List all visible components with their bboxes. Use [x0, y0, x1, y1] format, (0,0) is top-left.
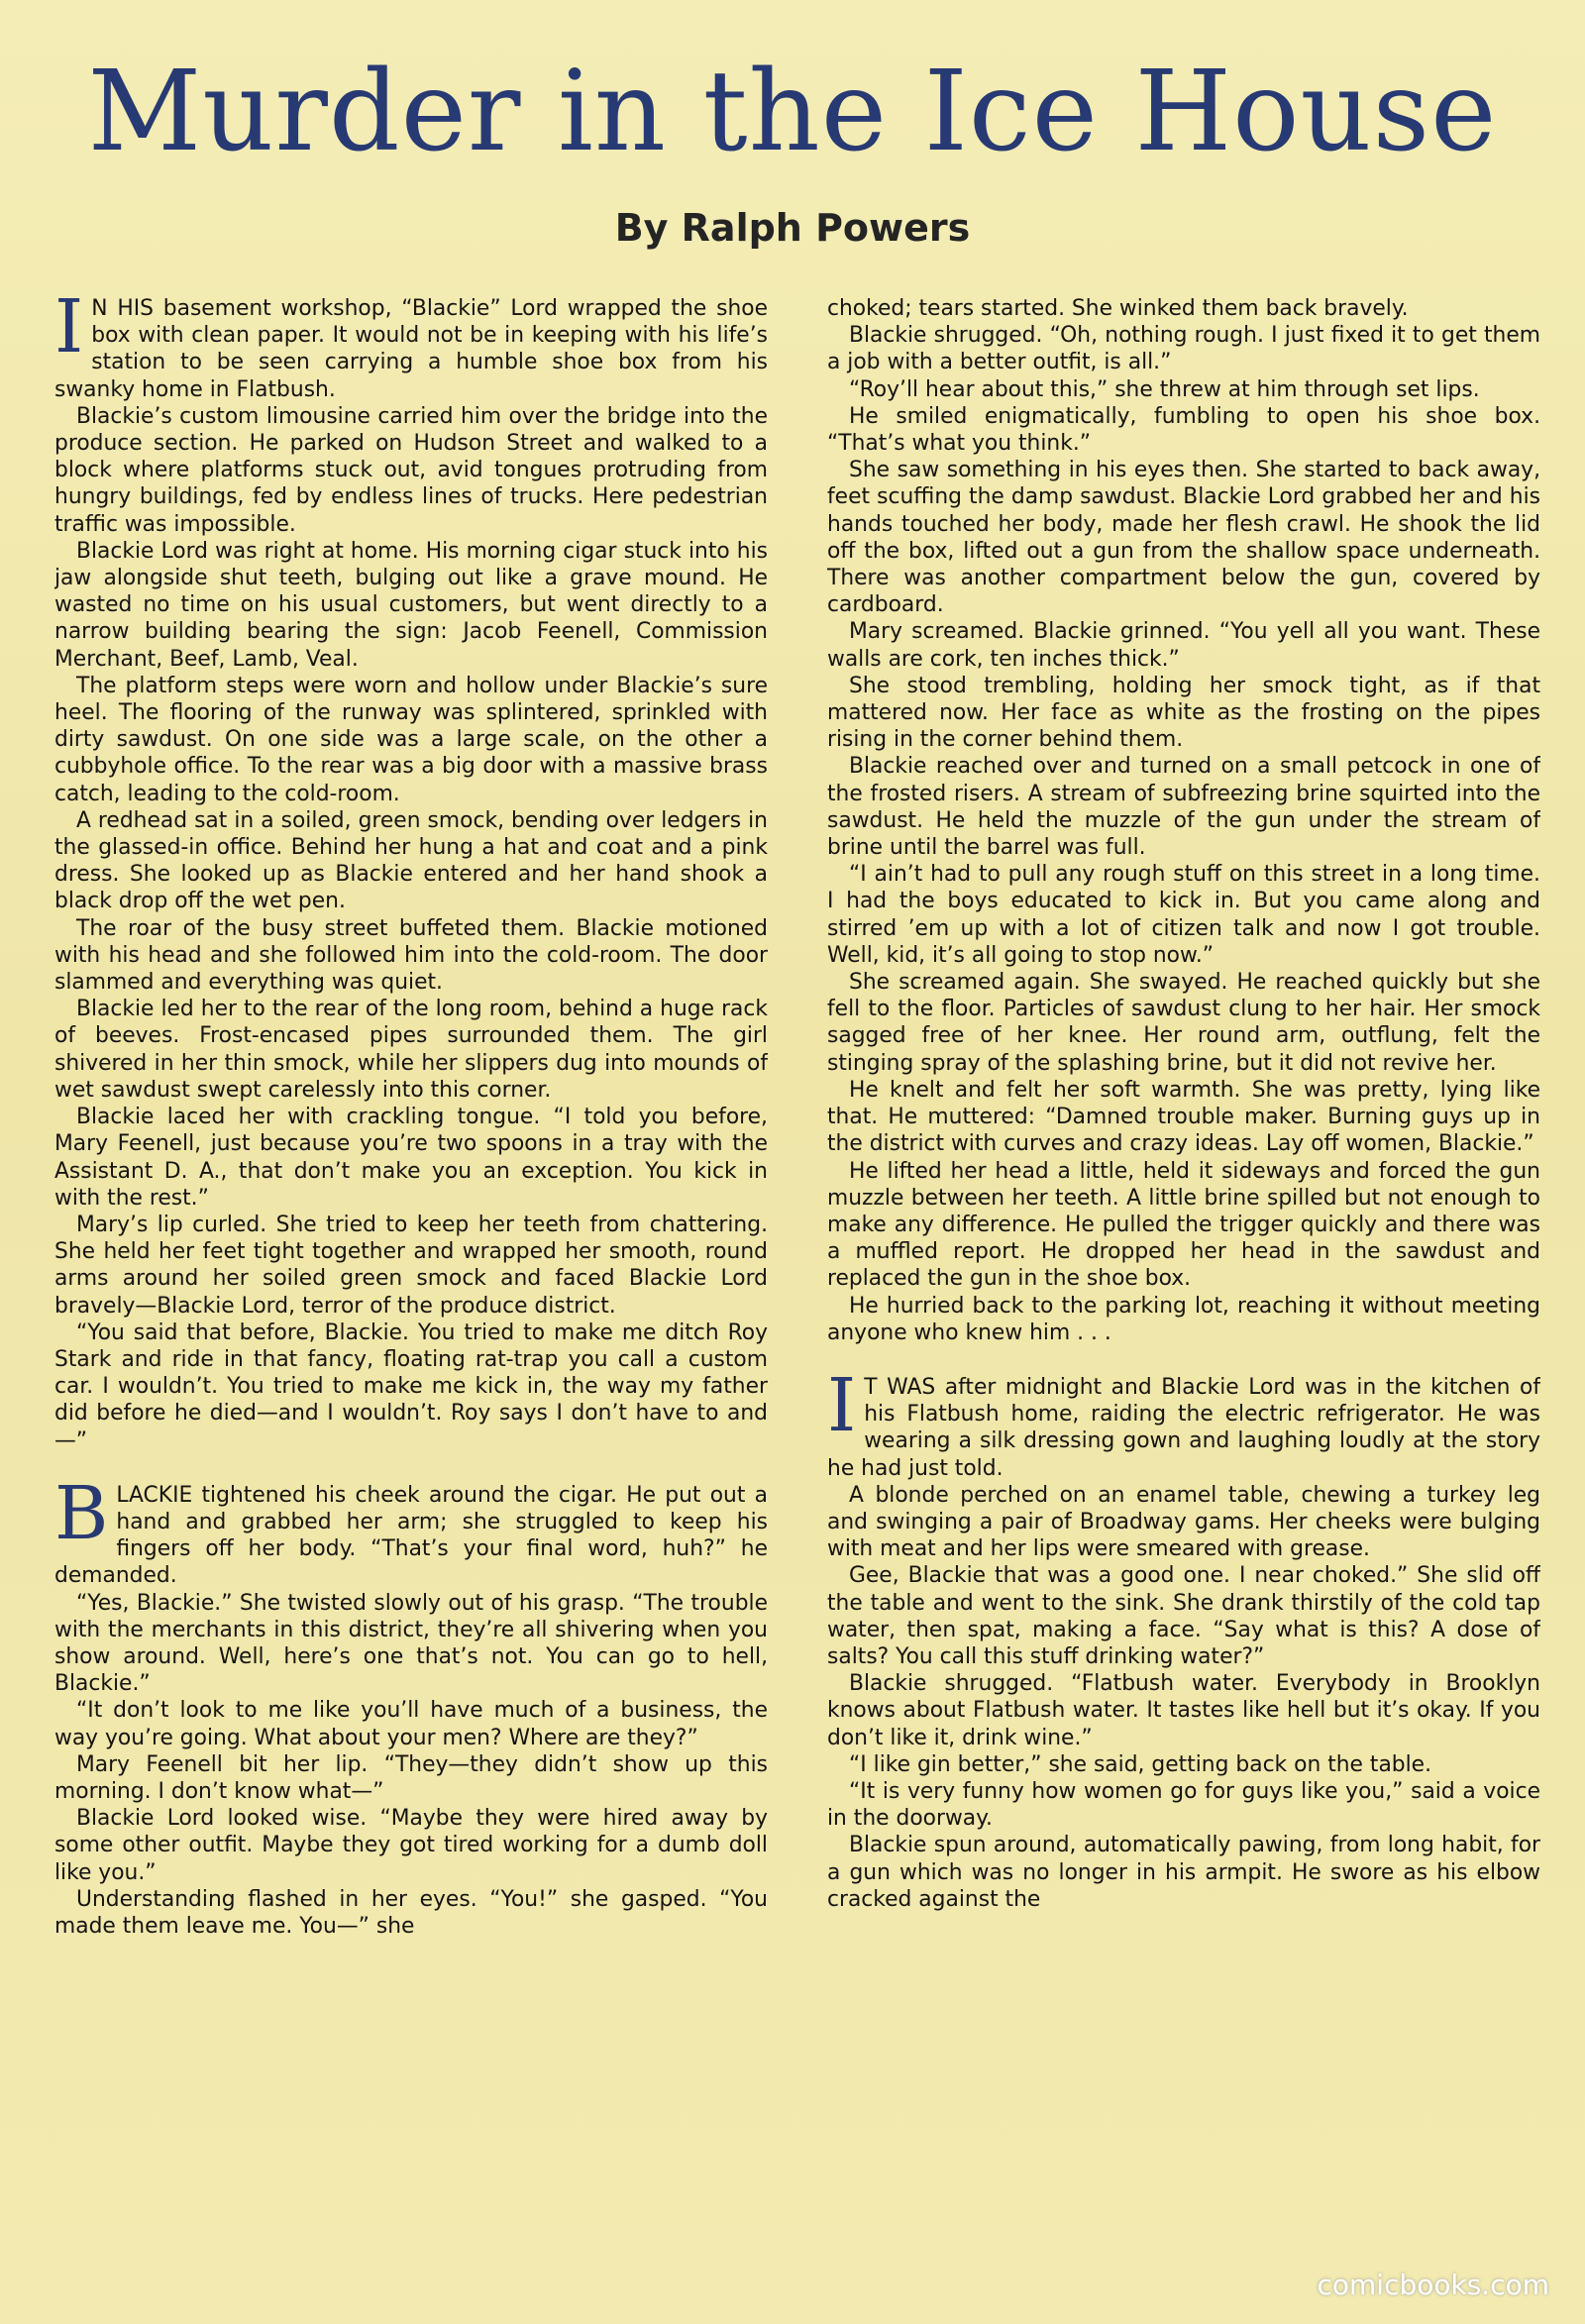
paragraph-text: Blackie’s custom limousine carried him over the bridge into the produce section. He parked on Hudson Street and walked to a block where platforms stuck out, avid tongues protruding from hungry buildings, fed by endless lines of trucks. Here pedestrian traffic was impossible. — [54, 403, 768, 537]
paragraph — [827, 618, 1540, 672]
paragraph — [827, 403, 1540, 457]
drop-cap: B — [54, 1470, 109, 1556]
paragraph — [827, 1158, 1540, 1293]
drop-cap: I — [54, 295, 84, 370]
paragraph-text: “Roy’ll hear about this,” she threw at him through set lips. — [849, 376, 1480, 402]
paragraph — [827, 969, 1540, 1077]
paragraph — [827, 295, 1540, 322]
paragraph — [54, 1805, 768, 1886]
paragraph-text: LACKIE tightened his cheek around the cigar. He put out a hand and grabbed her arm; she struggled to keep his fingers off her body. “That’s your final word, huh?” he demanded. — [54, 1482, 768, 1589]
paragraph-text: “I like gin better,” she said, getting back on the table. — [849, 1751, 1432, 1777]
paragraph — [54, 1320, 768, 1454]
paragraph — [827, 673, 1540, 754]
paragraph-text: Blackie laced her with crackling tongue. “I told you before, Mary Feenell, just because you’re two spoons in a tray with the Assistant D. A., that don’t make you an exception. You kick in with the rest.” — [54, 1105, 768, 1211]
paragraph — [54, 673, 768, 807]
paragraph-text: She stood trembling, holding her smock tight, as if that mattered now. Her face as white as the frosting on the pipes rising in the corner behind them. — [827, 673, 1540, 753]
paragraph — [827, 1293, 1540, 1346]
paragraph — [827, 1362, 1540, 1482]
paragraph — [827, 1562, 1540, 1670]
byline: By Ralph Powers — [614, 206, 971, 250]
paragraph-text: Blackie Lord was right at home. His morning cigar stuck into his jaw alongside shut teeth, bulging out like a grave mound. He wasted no time on his usual customers, but went directly to a narrow building bearing the sign: Jacob Feenell, Commission Merchant, Beef, Lamb, Veal. — [54, 538, 768, 672]
paragraph-text: He lifted her head a little, held it sideways and forced the gun muzzle between her teeth. A little brine spilled but not enough to make any difference. He pulled the trigger quickly and there was a muffled report. He dropped her head in the sawdust and replaced the gun in the shoe box. — [827, 1158, 1540, 1292]
paragraph — [54, 1751, 768, 1805]
paragraph-text: The roar of the busy street buffeted them. Blackie motioned with his head and she followed him into the cold-room. The door slammed and everything was quiet. — [54, 915, 768, 996]
paragraph-text: Gee, Blackie that was a good one. I near choked.” She slid off the table and went to the sink. She drank thirstily of the cold tap water, then spat, making a face. “Say what is this? A dose of salts? You call this stuff drinking water?” — [827, 1563, 1540, 1669]
left-column — [54, 295, 768, 2237]
paragraph-text: He hurried back to the parking lot, reaching it without meeting anyone who knew him . . . — [827, 1293, 1540, 1345]
paragraph-text: Blackie shrugged. “Flatbush water. Everybody in Brooklyn knows about Flatbush water. It tastes like hell but it’s okay. If you don’t like it, drink wine.” — [827, 1671, 1540, 1750]
paragraph — [54, 996, 768, 1104]
paragraph-text: “You said that before, Blackie. You tried to make me ditch Roy Stark and ride in that fancy, floating rat-trap you call a custom car. I wouldn’t. You tried to make me kick in, the way my father did before he died—and I wouldn’t. Roy says I don’t have to and—” — [54, 1320, 768, 1453]
paragraph-text: Blackie shrugged. “Oh, nothing rough. I just fixed it to get them a job with a better outfit, is all.” — [827, 323, 1540, 375]
paragraph-text: Mary’s lip curled. She tried to keep her teeth from chattering. She held her feet tight together and wrapped her smooth, round arms around her soiled green smock and faced Blackie Lord bravely—Blackie Lord, terror of the produce district. — [54, 1212, 768, 1319]
story-title: Murder in the Ice House — [87, 48, 1498, 176]
paragraph-text: Understanding flashed in her eyes. “You!” she gasped. “You made them leave me. You—” she — [54, 1886, 768, 1939]
paragraph-text: Mary screamed. Blackie grinned. “You yell all you want. These walls are cork, ten inches thick.” — [827, 619, 1540, 672]
paragraph — [827, 753, 1540, 861]
paragraph-text: “It don’t look to me like you’ll have much of a business, the way you’re going. What about your men? Where are they?” — [54, 1698, 768, 1750]
paragraph — [827, 322, 1540, 375]
paragraph-text: A redhead sat in a soiled, green smock, bending over ledgers in the glassed-in office. Behind her hung a hat and coat and a pink dress. She looked up as Blackie entered and her hand shook a black drop off the wet pen. — [54, 807, 768, 914]
paragraph — [827, 861, 1540, 969]
paragraph — [827, 1832, 1540, 1913]
paragraph — [54, 1470, 768, 1590]
paragraph-text: A blonde perched on an enamel table, chewing a turkey leg and swinging a pair of Broadway gams. Her cheeks were bulging with meat and her lips were smeared with grease. — [827, 1482, 1540, 1562]
paragraph-text: Mary Feenell bit her lip. “They—they didn’t show up this morning. I don’t know what—” — [54, 1751, 768, 1804]
paragraph — [827, 376, 1540, 403]
paragraph — [54, 915, 768, 997]
paragraph-text: She screamed again. She swayed. He reached quickly but she fell to the floor. Particles of sawdust clung to her hair. Her smock sagged free of her knee. Her round arm, outflung, felt the stinging spray of the splashing brine, but it did not revive her. — [827, 970, 1540, 1076]
paragraph-text: “I ain’t had to pull any rough stuff on this street in a long time. I had the boys educated to kick in. But you came along and stirred ’em up with a lot of citizen talk and now I got trouble. Well, kid, it’s all going to stop now.” — [827, 862, 1540, 968]
paragraph — [827, 457, 1540, 618]
drop-cap: I — [827, 1362, 857, 1448]
paragraph-text: “Yes, Blackie.” She twisted slowly out of his grasp. “The trouble with the merchants in this district, they’re all shivering when you show around. Well, here’s one that’s not. You can go to hell, Blackie.” — [54, 1590, 768, 1697]
paragraph-text: choked; tears started. She winked them back bravely. — [827, 296, 1409, 321]
paragraph — [54, 1590, 768, 1698]
paragraph — [827, 1482, 1540, 1563]
paragraph-text: The platform steps were worn and hollow under Blackie’s sure heel. The flooring of the runway was splintered, sprinkled with dirty sawdust. On one side was a large scale, on the other a cubbyhole office. To the rear was a big door with a massive brass catch, leading to the cold-room. — [54, 673, 768, 806]
paragraph-text: Blackie reached over and turned on a small petcock in one of the frosted risers. A stream of subfreezing brine squirted into the sawdust. He held the muzzle of the gun under the stream of brine until the barrel was full. — [827, 754, 1540, 861]
paragraph-text: Blackie spun around, automatically pawing, from long habit, for a gun which was no longer in his armpit. He swore as his elbow cracked against the — [827, 1833, 1540, 1912]
paragraph-text: He smiled enigmatically, fumbling to open his shoe box. “That’s what you think.” — [827, 403, 1540, 457]
paragraph — [54, 538, 768, 673]
paragraph — [54, 1886, 768, 1940]
paragraph — [827, 1751, 1540, 1778]
paragraph — [827, 1670, 1540, 1751]
paragraph — [54, 1212, 768, 1320]
paragraph-text: “It is very funny how women go for guys like you,” said a voice in the doorway. — [827, 1778, 1540, 1832]
right-column — [827, 295, 1540, 2237]
paragraph — [827, 1077, 1540, 1158]
paragraph — [54, 807, 768, 915]
paragraph — [54, 1104, 768, 1212]
paragraph-text: N HIS basement workshop, “Blackie” Lord wrapped the shoe box with clean paper. It would not be in keeping with his life’s station to be seen carrying a humble shoe box from his swanky home in Flatbush. — [54, 296, 768, 402]
paragraph-text: T WAS after midnight and Blackie Lord was in the kitchen of his Flatbush home, raiding the electric refrigerator. He was wearing a silk dressing gown and laughing loudly at the story he had just told. — [827, 1374, 1540, 1481]
paragraph — [54, 403, 768, 538]
paragraph-text: He knelt and felt her soft warmth. She was pretty, lying like that. He muttered: “Damned trouble maker. Burning guys up in the district with curves and crazy ideas. Lay off women, Blackie.” — [827, 1077, 1540, 1157]
paragraph — [54, 1697, 768, 1750]
paragraph-text: Blackie led her to the rear of the long room, behind a huge rack of beeves. Frost-encased pipes surrounded them. The girl shivered in her thin smock, while her slippers dug into mounds of wet sawdust swept carelessly into this corner. — [54, 997, 768, 1103]
watermark: comicbooks.com — [1317, 2269, 1549, 2301]
paragraph — [54, 295, 768, 403]
paragraph-text: Blackie Lord looked wise. “Maybe they were hired away by some other outfit. Maybe they got tired working for a dumb doll like you.” — [54, 1806, 768, 1885]
paragraph — [827, 1778, 1540, 1832]
paragraph-text: She saw something in his eyes then. She started to back away, feet scuffing the damp sawdust. Blackie Lord grabbed her and his hands touched her body, made her flesh crawl. He shook the lid off the box, lifted out a gun from the shallow space underneath. There was another compartment below the gun, covered by cardboard. — [827, 458, 1540, 618]
